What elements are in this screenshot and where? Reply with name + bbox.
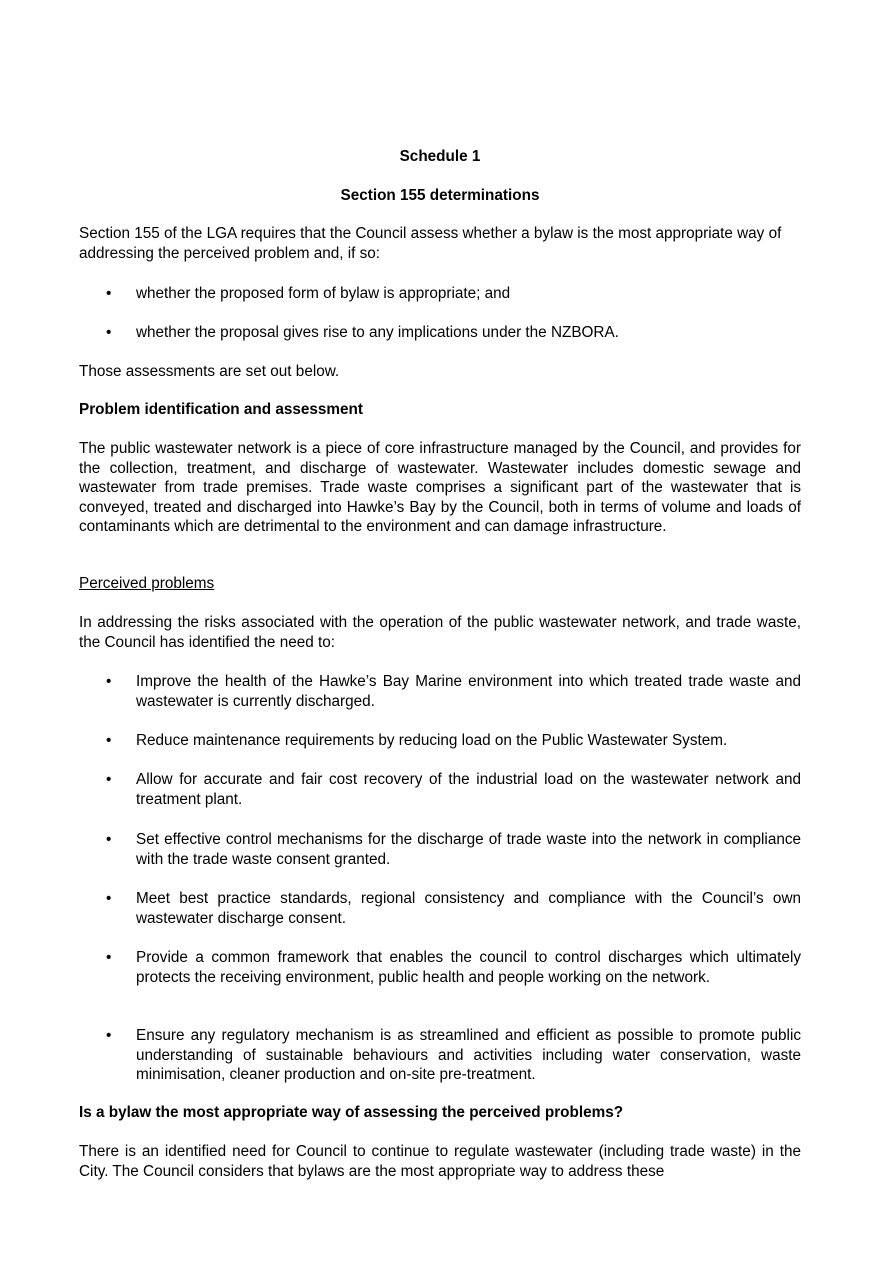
section-title: Section 155 determinations <box>340 187 540 204</box>
need-bullet-text: Improve the health of the Hawke’s Bay Marine environment into which treated trade waste and wastewater is currently discharged. <box>136 673 801 710</box>
bullet-dot-icon: • <box>106 673 112 690</box>
need-bullet-text: Allow for accurate and fair cost recovery of the industrial load on the wastewater network and treatment plant. <box>136 771 801 808</box>
assessments-line: Those assessments are set out below. <box>79 363 340 380</box>
bullet-dot-icon: • <box>106 949 112 966</box>
bullet-dot-icon: • <box>106 732 112 749</box>
bullet-dot-icon: • <box>106 771 112 788</box>
perceived-problems-heading-text: Perceived problems <box>79 575 215 592</box>
need-bullet-text: Meet best practice standards, regional consistency and compliance with the Council’s own wastewater discharge consent. <box>136 890 801 927</box>
problem-heading: Problem identification and assessment <box>79 401 363 418</box>
schedule-title: Schedule 1 <box>399 148 481 165</box>
bylaw-heading: Is a bylaw the most appropriate way of assessing the perceived problems? <box>79 1104 624 1121</box>
perceived-problems-heading <box>79 574 801 594</box>
bylaw-paragraph: There is an identified need for Council to continue to regulate wastewater (including trade waste) in the City. The Council considers that bylaws are the most appropriate way to address these <box>79 1143 801 1180</box>
need-bullet-text: Set effective control mechanisms for the discharge of trade waste into the network in compliance with the trade waste consent granted. <box>136 831 801 868</box>
intro-paragraph: Section 155 of the LGA requires that the Council assess whether a bylaw is the most appropriate way of addressing the perceived problem and, if so: <box>79 225 782 262</box>
need-bullet-text: Provide a common framework that enables the council to control discharges which ultimately protects the receiving environment, public health and people working on the network. <box>136 949 801 986</box>
problem-paragraph: The public wastewater network is a piece of core infrastructure managed by the Council, and provides for the collection, treatment, and discharge of wastewater. Wastewater includes domestic sewage and wastewater from trade premises. Trade waste comprises a significant part of the wastewater that is conveyed, treated and discharged into Hawke’s Bay by the Council, both in terms of volume and loads of contaminants which are detrimental to the environment and can damage infrastructure. <box>79 440 801 535</box>
bullet-dot-icon: • <box>106 285 112 302</box>
bullet-dot-icon: • <box>106 831 112 848</box>
bullet-dot-icon: • <box>106 1027 112 1044</box>
need-bullet-text: Reduce maintenance requirements by reducing load on the Public Wastewater System. <box>136 732 728 749</box>
perceived-intro-paragraph: In addressing the risks associated with the operation of the public wastewater network, and trade waste, the Council has identified the need to: <box>79 614 801 651</box>
intro-bullet-text: whether the proposal gives rise to any implications under the NZBORA. <box>136 324 619 341</box>
intro-bullet-text: whether the proposed form of bylaw is appropriate; and <box>136 285 511 302</box>
bullet-dot-icon: • <box>106 324 112 341</box>
need-bullet-text: Ensure any regulatory mechanism is as streamlined and efficient as possible to promote public understanding of sustainable behaviours and activities including water conservation, waste minimisation, cleaner production and on-site pre-treatment. <box>136 1027 801 1083</box>
bullet-dot-icon: • <box>106 890 112 907</box>
